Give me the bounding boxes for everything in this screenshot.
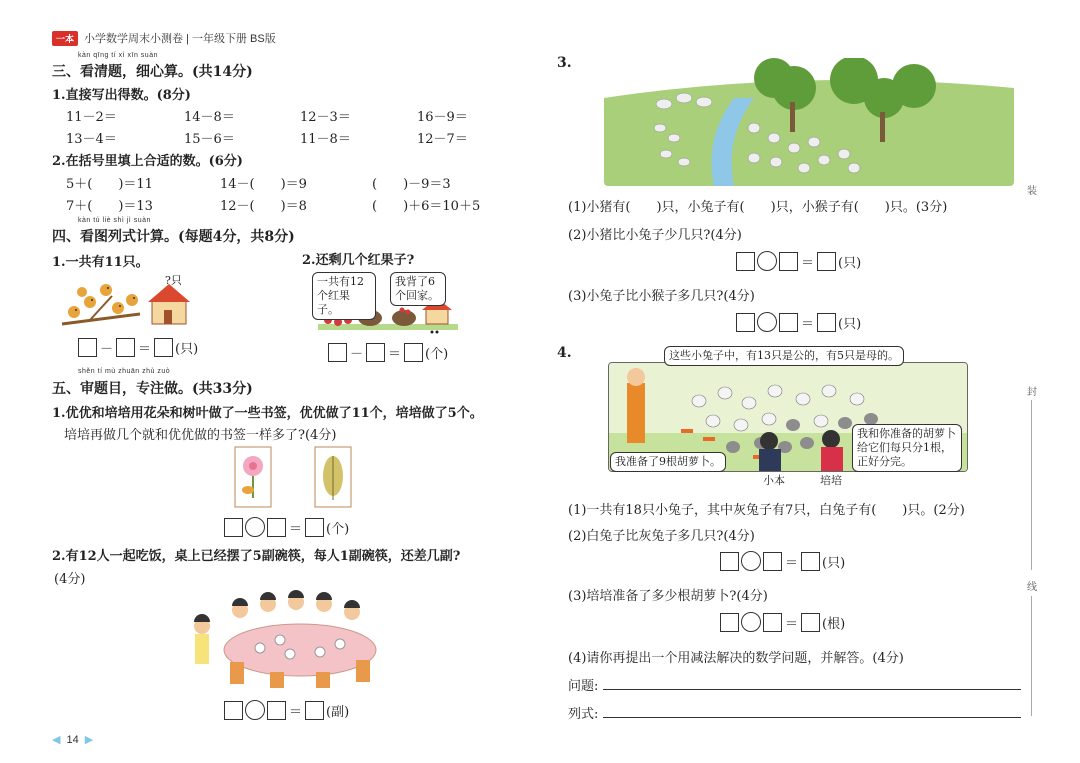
header — [52, 30, 276, 46]
sec5-q1-line1: 1.优优和培培用花朵和树叶做了一些书签，优优做了11个，培培做了5个。 — [52, 406, 483, 421]
answer-box[interactable] — [720, 552, 739, 571]
answer-box[interactable] — [404, 343, 423, 362]
answer-box[interactable] — [779, 313, 798, 332]
fill-item: 12－( )＝8 — [220, 199, 307, 214]
answer-box[interactable] — [267, 518, 286, 537]
answer-equation: ＝ (只) — [736, 251, 861, 271]
sec5-q2-line2: (4分) — [54, 572, 86, 587]
sec5-title: 五、审题目，专注做。(共33分) — [52, 381, 253, 397]
operator-circle[interactable] — [245, 700, 265, 720]
operator-circle[interactable] — [757, 312, 777, 332]
unit-label: (只) — [838, 316, 862, 332]
bubble-xiaoben-carrots: 我准备了9根胡萝卜。 — [610, 452, 726, 472]
header-title: 小学数学周末小测卷 | 一年级下册 BS版 — [84, 33, 276, 45]
bubble-carried-home: 我背了6个回家。 — [390, 272, 446, 306]
answer-box[interactable] — [720, 613, 739, 632]
answer-equation: ＝ (只) — [736, 312, 861, 332]
sec3-q2-title: 2.在括号里填上合适的数。(6分) — [52, 154, 243, 169]
answer-equation: － ＝ (个) — [328, 343, 448, 362]
bookmark-flower-icon — [234, 446, 272, 508]
sec4-title: 四、看图列式计算。(每题4分，共8分) — [52, 229, 295, 245]
q4-part2: (2)白兔子比灰兔子多几只?(4分) — [568, 529, 755, 544]
q3-number: 3. — [557, 55, 572, 71]
answer-equation: － ＝ (只) — [78, 338, 198, 357]
question-label: 问题: — [568, 679, 599, 694]
answer-box[interactable] — [224, 701, 243, 720]
name-peipei: 培培 — [820, 474, 842, 487]
calc-item: 12－3＝ — [300, 110, 351, 125]
calc-item: 14－8＝ — [184, 110, 235, 125]
q3-part3: (3)小兔子比小猴子多几只?(4分) — [568, 289, 755, 304]
answer-box[interactable] — [267, 701, 286, 720]
answer-box[interactable] — [224, 518, 243, 537]
q4-number: 4. — [557, 345, 572, 361]
sec4-pinyin: kàn tú liè shì jì suàn — [78, 217, 151, 224]
q3-part2: (2)小猪比小兔子少几只?(4分) — [568, 228, 742, 243]
unit-label: (根) — [822, 616, 846, 632]
calc-item: 15－6＝ — [184, 132, 235, 147]
calc-item: 16－9＝ — [417, 110, 468, 125]
answer-box[interactable] — [817, 313, 836, 332]
fill-item: ( )＋6＝10＋5 — [372, 199, 481, 214]
question-answer-line[interactable] — [603, 689, 1021, 690]
answer-box[interactable] — [305, 518, 324, 537]
q4-part1: (1)一共有18只小兔子，其中灰兔子有7只，白兔子有( )只。(2分) — [568, 503, 965, 518]
fill-item: 7＋( )＝13 — [66, 199, 153, 214]
operator-circle[interactable] — [741, 551, 761, 571]
answer-box[interactable] — [763, 552, 782, 571]
answer-box[interactable] — [78, 338, 97, 357]
binding-line — [1031, 400, 1032, 570]
unit-label: (只) — [822, 555, 846, 571]
unit-label: (只) — [838, 255, 862, 271]
answer-box[interactable] — [736, 313, 755, 332]
header-badge: 一本 — [52, 31, 78, 46]
formula-label: 列式: — [568, 707, 599, 722]
animals-scene-illustration — [604, 58, 1014, 186]
calc-item: 11－2＝ — [66, 110, 117, 125]
answer-box[interactable] — [817, 252, 836, 271]
unit-label: (只) — [175, 342, 199, 357]
answer-box[interactable] — [763, 613, 782, 632]
calc-item: 12－7＝ — [417, 132, 468, 147]
calc-item: 13－4＝ — [66, 132, 117, 147]
unit-label: (个) — [425, 347, 449, 362]
answer-box[interactable] — [779, 252, 798, 271]
bubble-peipei-carrots: 我和你准备的胡萝卜给它们每只分1根，正好分完。 — [852, 424, 962, 472]
answer-box[interactable] — [736, 252, 755, 271]
answer-box[interactable] — [305, 701, 324, 720]
answer-box[interactable] — [801, 552, 820, 571]
sec5-q1-line2: 培培再做几个就和优优做的书签一样多了?(4分) — [64, 428, 337, 443]
binding-mark-1: 装 — [1027, 186, 1037, 197]
q4-part3: (3)培培准备了多少根胡萝卜?(4分) — [568, 589, 768, 604]
fill-item: 14－( )＝9 — [220, 177, 307, 192]
q4-part4: (4)请你再提出一个用减法解决的数学问题，并解答。(4分) — [568, 651, 904, 666]
bookmark-leaf-icon — [314, 446, 352, 508]
answer-box[interactable] — [801, 613, 820, 632]
formula-answer-line[interactable] — [603, 717, 1021, 718]
fill-item: ( )－9＝3 — [372, 177, 451, 192]
answer-box[interactable] — [328, 343, 347, 362]
q3-part1: (1)小猪有( )只，小兔子有( )只，小猴子有( )只。(3分) — [568, 200, 948, 215]
binding-mark-3: 线 — [1027, 582, 1037, 593]
prev-arrow-icon: ◀ — [52, 734, 61, 746]
birds-house-label: ?只 — [165, 274, 182, 287]
binding-line — [1031, 596, 1032, 716]
fill-item: 5＋( )＝11 — [66, 177, 153, 192]
unit-label: (副) — [326, 704, 350, 720]
sec4-q1-title: 1.一共有11只。 — [52, 255, 149, 270]
sec3-title: 三、看清题，细心算。(共14分) — [52, 64, 253, 80]
bubble-total-fruits: 一共有12个红果子。 — [312, 272, 376, 320]
sec3-q1-title: 1.直接写出得数。(8分) — [52, 88, 191, 103]
answer-box[interactable] — [366, 343, 385, 362]
bubble-rabbit-count: 这些小兔子中，有13只是公的，有5只是母的。 — [664, 346, 904, 366]
sec5-pinyin: shěn tí mù zhuān zhù zuò — [78, 368, 171, 375]
next-arrow-icon: ▶ — [84, 734, 94, 746]
answer-equation: ＝ (根) — [720, 612, 845, 632]
binding-mark-2: 封 — [1027, 387, 1037, 398]
answer-box[interactable] — [116, 338, 135, 357]
answer-equation: ＝ (个) — [224, 517, 349, 537]
calc-item: 11－8＝ — [300, 132, 351, 147]
sec4-q2-title: 2.还剩几个红果子? — [302, 253, 415, 268]
answer-equation: ＝ (只) — [720, 551, 845, 571]
operator-circle[interactable] — [741, 612, 761, 632]
page-number: ◀ 14 ▶ — [52, 733, 94, 746]
dinner-table-illustration — [190, 590, 390, 690]
sec5-q2-line1: 2.有12人一起吃饭，桌上已经摆了5副碗筷，每人1副碗筷，还差几副? — [52, 549, 461, 564]
answer-equation: ＝ (副) — [224, 700, 349, 720]
operator-circle[interactable] — [757, 251, 777, 271]
operator-circle[interactable] — [245, 517, 265, 537]
name-xiaoben: 小本 — [763, 474, 785, 487]
answer-box[interactable] — [154, 338, 173, 357]
sec3-pinyin: kàn qīng tí xì xīn suàn — [78, 52, 158, 59]
unit-label: (个) — [326, 521, 350, 537]
